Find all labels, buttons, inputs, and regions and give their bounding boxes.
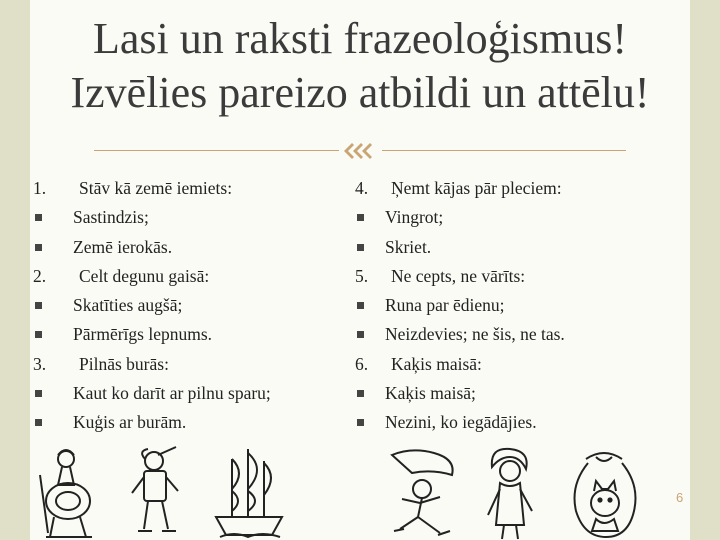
- list-item: [355, 203, 695, 232]
- item-number: 5.: [355, 265, 369, 286]
- list-item: [33, 291, 333, 320]
- item-text: Kuģis ar burām.: [73, 412, 187, 433]
- item-number: 1.: [33, 178, 47, 198]
- chevron-ornament-icon: [340, 139, 380, 163]
- list-item: [355, 174, 695, 203]
- square-bullet-icon: [35, 244, 42, 251]
- list-item: [33, 233, 333, 262]
- square-bullet-icon: [357, 331, 364, 338]
- tall-woman-icon: [472, 445, 548, 540]
- item-text: Ne cepts, ne vārīts:: [391, 265, 526, 286]
- list-item: [33, 379, 333, 408]
- item-number: 4.: [355, 178, 369, 198]
- list-item: [355, 291, 695, 320]
- square-bullet-icon: [35, 390, 42, 397]
- item-text: Pilnās burās:: [79, 353, 169, 374]
- item-text: Nezini, ko iegādājies.: [385, 412, 537, 433]
- square-bullet-icon: [35, 331, 42, 338]
- sailing-ship-icon: [210, 445, 288, 540]
- left-phrase-list: [33, 174, 333, 438]
- item-text: Skatīties augšā;: [73, 295, 183, 316]
- square-bullet-icon: [35, 419, 42, 426]
- title-divider-left: [94, 150, 339, 151]
- list-item: [355, 408, 695, 437]
- proud-man-nose-up-icon: [118, 445, 190, 540]
- item-number: 6.: [355, 353, 369, 374]
- item-text: Kaķis maisā;: [385, 383, 476, 404]
- list-item: [355, 320, 695, 349]
- left-decor-band: [0, 0, 30, 540]
- square-bullet-icon: [35, 214, 42, 221]
- right-phrase-list: [355, 174, 695, 438]
- item-text: Runa par ēdienu;: [385, 295, 505, 316]
- list-item: [33, 350, 333, 379]
- title-line-2: Izvēlies pareizo atbildi un attēlu!: [70, 68, 650, 117]
- square-bullet-icon: [357, 244, 364, 251]
- list-item: [33, 262, 333, 291]
- list-item: [355, 350, 695, 379]
- item-number: 3.: [33, 353, 47, 374]
- item-text: Vingrot;: [385, 207, 444, 228]
- square-bullet-icon: [357, 214, 364, 221]
- soldier-with-shield-icon: [32, 445, 104, 540]
- item-text: Zemē ierokās.: [73, 236, 173, 257]
- list-item: [33, 408, 333, 437]
- item-text: Neizdevies; ne šis, ne tas.: [385, 324, 565, 345]
- square-bullet-icon: [35, 302, 42, 309]
- list-item: [355, 233, 695, 262]
- item-text: Ņemt kājas pār pleciem:: [391, 178, 562, 198]
- title-divider-right: [382, 150, 626, 151]
- page-number: 6: [676, 490, 684, 505]
- item-text: Skriet.: [385, 236, 432, 257]
- item-text: Celt degunu gaisā:: [79, 265, 210, 286]
- list-item: [33, 203, 333, 232]
- list-item: [33, 174, 333, 203]
- item-text: Kaut ko darīt ar pilnu sparu;: [73, 383, 271, 404]
- slide-title: [30, 12, 690, 120]
- item-text: Pārmērīgs lepnums.: [73, 324, 213, 345]
- item-text: Kaķis maisā:: [391, 353, 482, 374]
- square-bullet-icon: [357, 390, 364, 397]
- square-bullet-icon: [357, 302, 364, 309]
- item-text: Sastindzis;: [73, 207, 149, 228]
- list-item: [33, 320, 333, 349]
- title-line-1: Lasi un raksti frazeoloģismus!: [93, 14, 627, 63]
- running-man-icon: [382, 445, 464, 540]
- item-text: Stāv kā zemē iemiets:: [79, 178, 233, 198]
- item-number: 2.: [33, 265, 47, 286]
- list-item: [355, 379, 695, 408]
- square-bullet-icon: [357, 419, 364, 426]
- cat-in-bag-icon: [566, 445, 642, 540]
- list-item: [355, 262, 695, 291]
